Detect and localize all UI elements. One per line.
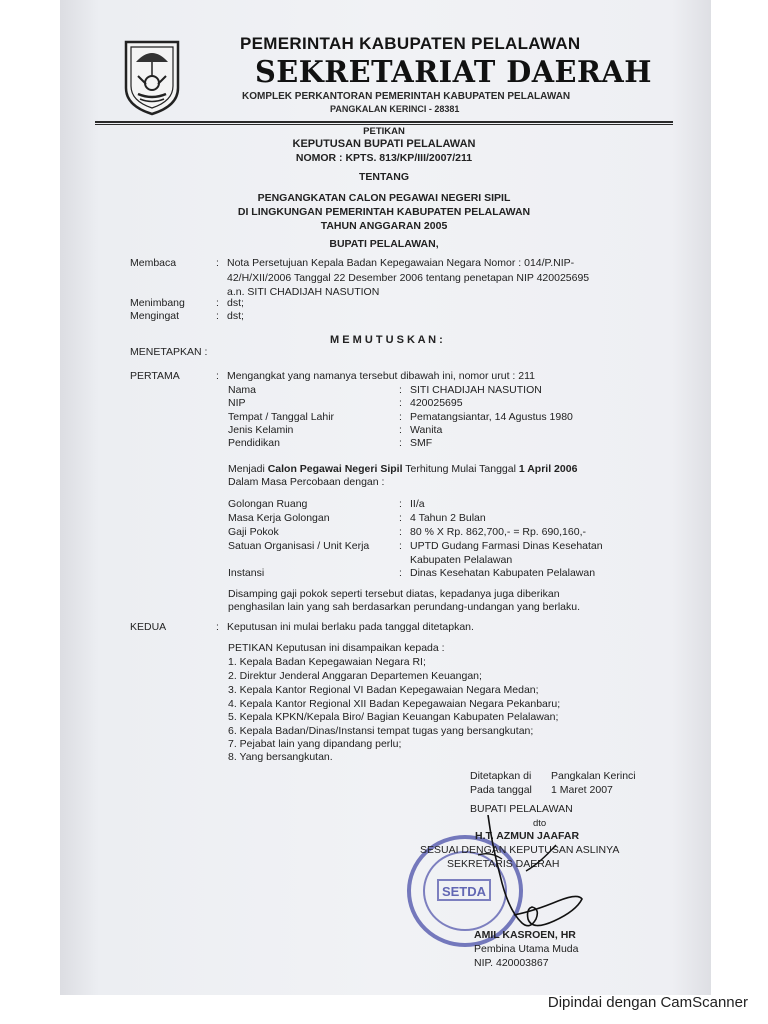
colon: : [399,512,402,524]
field-value: Kabupaten Pelalawan [410,554,513,566]
colon: : [216,310,219,322]
menjadi-mid: Terhitung Mulai Tanggal [402,463,519,475]
list-item: 6. Kepala Badan/Dinas/Instansi tempat tugas yang bersangkutan; [228,725,534,737]
mengingat-value: dst; [227,310,244,322]
list-item: 8. Yang bersangkutan. [228,751,333,763]
colon: : [399,437,402,449]
field-label: Jenis Kelamin [228,424,294,436]
menjadi-date: 1 April 2006 [518,463,578,475]
field-value: 420025695 [410,397,463,409]
field-label: Satuan Organisasi / Unit Kerja [228,540,370,552]
regency-emblem-icon [122,36,182,116]
memutuskan-heading: M E M U T U S K A N : [330,334,443,346]
field-value: II/a [410,498,425,510]
nomor-heading: NOMOR : KPTS. 813/KP/III/2007/211 [295,152,473,164]
colon: : [399,540,402,552]
field-value: UPTD Gudang Farmasi Dinas Kesehatan [410,540,603,552]
membaca-text-line3: a.n. SITI CHADIJAH NASUTION [227,286,380,298]
field-label: Gaji Pokok [228,526,279,538]
field-label: Golongan Ruang [228,498,308,510]
pertama-label: PERTAMA [130,370,180,382]
letterhead-title: SEKRETARIAT DAERAH [255,55,652,90]
colon: : [216,257,219,269]
colon: : [399,498,402,510]
tanggal-label: Pada tanggal [470,784,532,796]
colon: : [216,621,219,633]
menimbang-value: dst; [227,297,244,309]
colon: : [399,526,402,538]
subject-line1: PENGANGKATAN CALON PEGAWAI NEGERI SIPIL [257,192,511,204]
menimbang-label: Menimbang [130,297,185,309]
field-label: Nama [228,384,257,396]
disamping-line1: Disamping gaji pokok seperti tersebut diatas, kepadanya juga diberikan [228,588,560,600]
field-label: Tempat / Tanggal Lahir [228,411,335,423]
ditetapkan-label: Ditetapkan di [470,770,532,782]
pertama-intro: Mengangkat yang namanya tersebut dibawah ini, nomor urut : 211 [227,370,535,382]
kedua-text: Keputusan ini mulai berlaku pada tanggal ditetapkan. [227,621,474,633]
field-value: SITI CHADIJAH NASUTION [410,384,542,396]
official-nip: NIP. 420003867 [474,957,549,969]
dto-text: dto [533,818,547,829]
letterhead-address: KOMPLEK PERKANTORAN PEMERINTAH KABUPATEN PELALAWAN [242,91,571,102]
menetapkan-label: MENETAPKAN : [130,346,208,358]
mengingat-label: Mengingat [130,310,180,322]
kedua-label: KEDUA [130,621,167,633]
colon: : [399,384,402,396]
petikan-intro: PETIKAN Keputusan ini disampaikan kepada : [228,642,445,654]
list-item: 3. Kepala Kantor Regional VI Badan Kepegawaian Negara Medan; [228,684,539,696]
field-value: 4 Tahun 2 Bulan [410,512,486,524]
field-value: 80 % X Rp. 862,700,- = Rp. 690,160,- [410,526,586,538]
colon: : [216,370,219,382]
bupati-heading: BUPATI PELALAWAN, [329,238,439,250]
membaca-text-line2: 42/H/XII/2006 Tanggal 22 Desember 2006 tentang penetapan NIP 420025695 [227,272,590,284]
field-value: Wanita [410,424,443,436]
menjadi-line [228,463,577,475]
list-item: 7. Pejabat lain yang dipandang perlu; [228,738,402,750]
bupati-name: H.T. AZMUN JAAFAR [475,830,580,842]
stamp-center-text: SETDA [441,884,487,899]
list-item: 5. Kepala KPKN/Kepala Biro/ Bagian Keuangan Kabupaten Pelalawan; [228,711,559,723]
letterhead-city: PANGKALAN KERINCI - 28381 [330,104,460,114]
subject-line3: TAHUN ANGGARAN 2005 [320,220,448,232]
field-value: Pematangsiantar, 14 Agustus 1980 [410,411,573,423]
colon: : [399,397,402,409]
field-label: Masa Kerja Golongan [228,512,330,524]
field-label: NIP [228,397,246,409]
subject-line2: DI LINGKUNGAN PEMERINTAH KABUPATEN PELALAWAN [237,206,531,218]
list-item: 4. Kepala Kantor Regional XII Badan Kepegawaian Negara Pekanbaru; [228,698,561,710]
letterhead-line1: PEMERINTAH KABUPATEN PELALAWAN [240,34,581,53]
tanggal-value: 1 Maret 2007 [551,784,613,796]
field-label: Pendidikan [228,437,280,449]
field-label: Instansi [228,567,265,579]
field-value: Dinas Kesehatan Kabupaten Pelalawan [410,567,596,579]
sekretaris-text: SEKRETARIS DAERAH [447,858,560,870]
colon: : [399,424,402,436]
signatory-title: BUPATI PELALAWAN [470,803,573,815]
disamping-line2: penghasilan lain yang sah berdasarkan perundang-undangan yang berlaku. [228,601,581,613]
ditetapkan-value: Pangkalan Kerinci [551,770,636,782]
menjadi-status: Calon Pegawai Negeri Sipil [267,463,403,475]
membaca-text-line1: Nota Persetujuan Kepala Badan Kepegawaian Negara Nomor : 014/P.NIP- [227,257,575,269]
membaca-label: Membaca [130,257,177,269]
sesuai-text: SESUAI DENGAN KEPUTUSAN ASLINYA [420,844,620,856]
masa-percobaan: Dalam Masa Percobaan dengan : [228,476,385,488]
list-item: 1. Kepala Badan Kepegawaian Negara RI; [228,656,426,668]
tentang-heading: TENTANG [359,171,409,183]
scanner-watermark: Dipindai dengan CamScanner [547,994,748,1011]
list-item: 2. Direktur Jenderal Anggaran Departemen Keuangan; [228,670,482,682]
colon: : [399,411,402,423]
petikan-heading: PETIKAN [363,126,405,137]
keputusan-heading: KEPUTUSAN BUPATI PELALAWAN [292,138,476,150]
menjadi-pre: Menjadi [228,463,268,475]
official-name: AMIL KASROEN, HR [474,929,576,941]
letterhead-divider [95,121,673,123]
letterhead-divider-thin [95,124,673,125]
field-value: SMF [410,437,433,449]
colon: : [399,567,402,579]
official-rank: Pembina Utama Muda [474,943,579,955]
colon: : [216,297,219,309]
